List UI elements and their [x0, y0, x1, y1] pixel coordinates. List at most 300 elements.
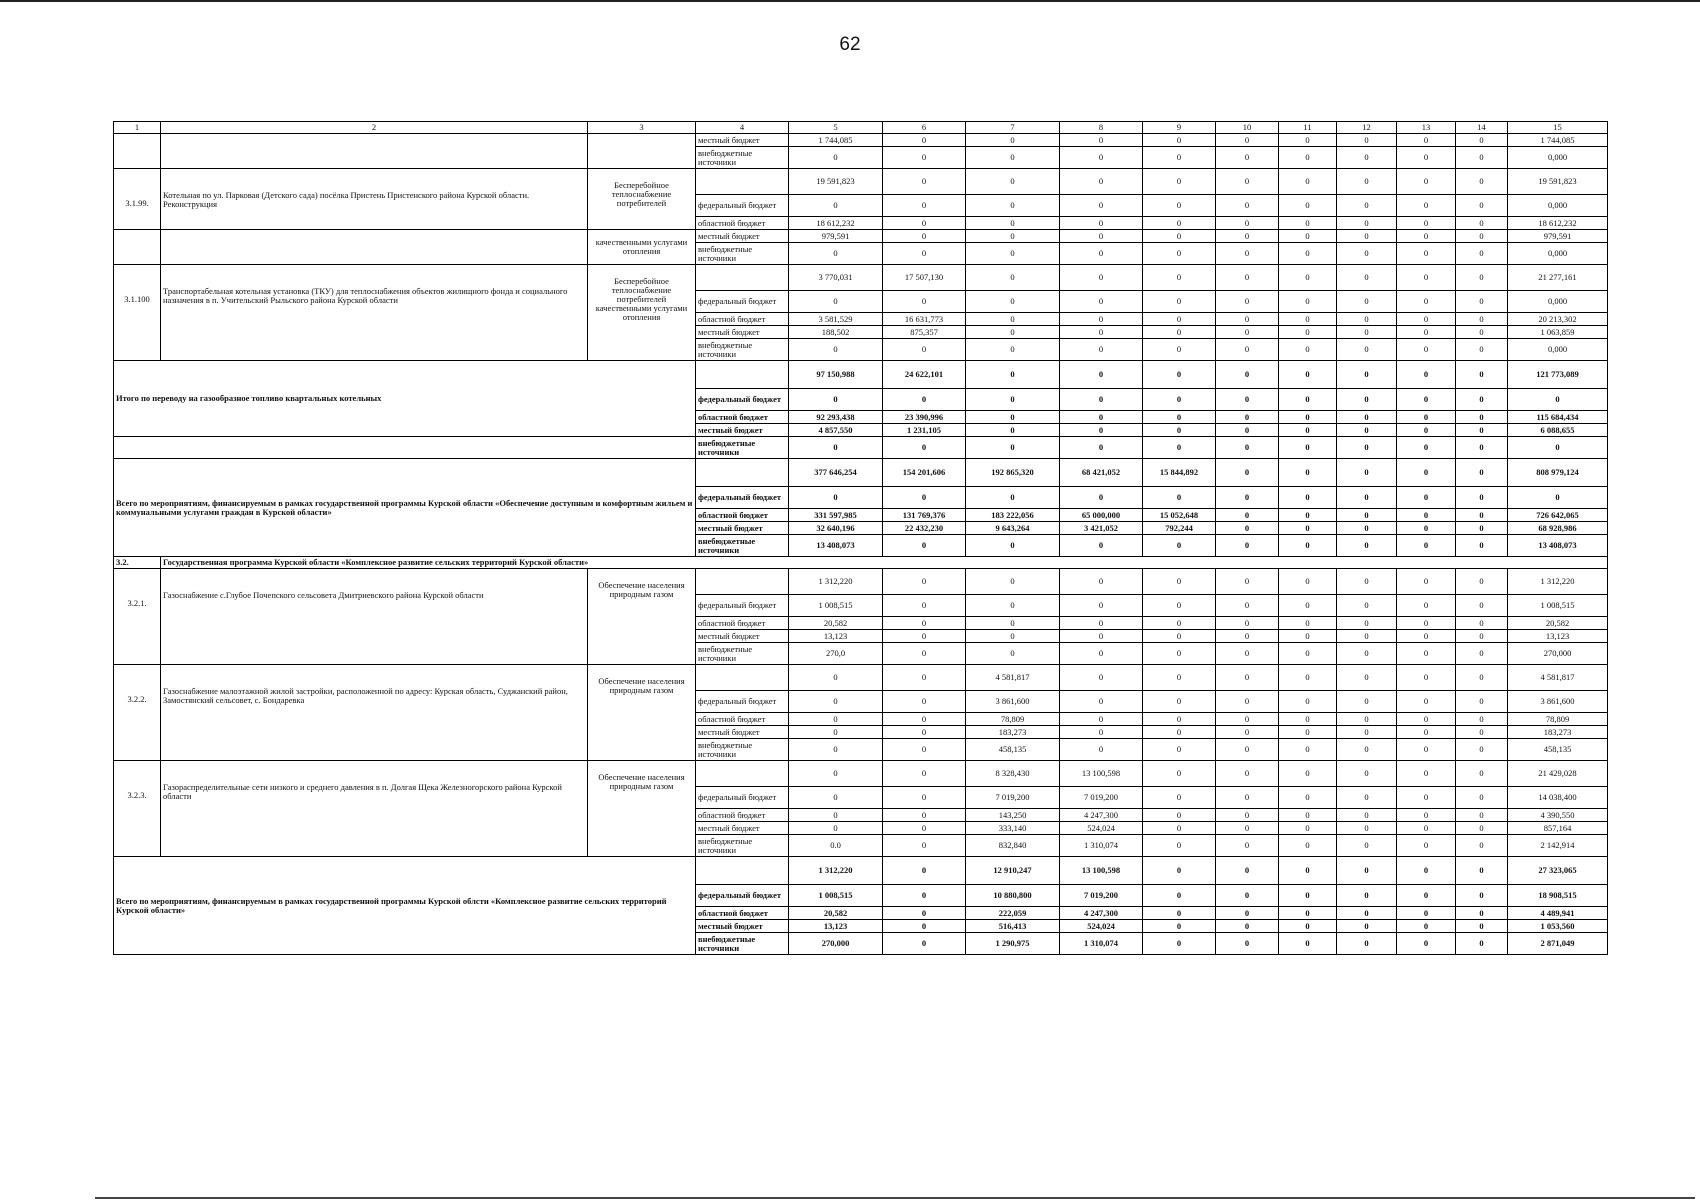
value-cell: 0: [1143, 437, 1216, 459]
value-cell: 0: [1143, 243, 1216, 265]
value-cell: 0: [1337, 522, 1397, 535]
value-cell: 10 880,800: [966, 885, 1060, 907]
value-cell: 0: [1216, 630, 1279, 643]
total-row: [114, 459, 1608, 487]
table-body: [114, 122, 1608, 955]
value-cell: 0: [1397, 134, 1456, 147]
item-name: Котельная по ул. Парковая (Детского сада) посёлка Пристень Пристенского района Курской области. Реконструкция: [161, 169, 588, 230]
value-cell: 0: [1216, 665, 1279, 691]
value-cell: 0: [1143, 809, 1216, 822]
value-cell: 0: [966, 134, 1060, 147]
value-cell: 1 008,515: [789, 595, 883, 617]
value-cell: 7 019,200: [1060, 885, 1143, 907]
budget-source-label: федеральный бюджет: [696, 291, 789, 313]
value-cell: 0: [1397, 389, 1456, 411]
value-cell: 0: [789, 291, 883, 313]
value-cell: 0: [1143, 424, 1216, 437]
value-cell: 0: [1143, 569, 1216, 595]
budget-source-label: областной бюджет: [696, 411, 789, 424]
bottom-border-line: [95, 1197, 1695, 1199]
table-row: [114, 569, 1608, 595]
value-cell: 0: [1337, 809, 1397, 822]
value-cell: 20,582: [789, 617, 883, 630]
value-cell: 1 310,074: [1060, 933, 1143, 955]
value-cell: 0: [1216, 569, 1279, 595]
value-cell: 0: [1397, 665, 1456, 691]
value-cell: 0: [1216, 595, 1279, 617]
value-cell: 0: [966, 361, 1060, 389]
value-cell: 4 390,550: [1508, 809, 1608, 822]
value-cell: 0: [1060, 291, 1143, 313]
value-cell: 377 646,254: [789, 459, 883, 487]
value-cell: 0: [1216, 933, 1279, 955]
value-cell: 22 432,230: [883, 522, 966, 535]
value-cell: 188,502: [789, 326, 883, 339]
value-cell: 0: [1279, 522, 1337, 535]
value-cell: 0: [1216, 713, 1279, 726]
value-cell: 0: [883, 835, 966, 857]
value-cell: 0: [789, 691, 883, 713]
table-row: [114, 265, 1608, 291]
value-cell: 979,591: [789, 230, 883, 243]
value-cell: 0: [1456, 761, 1508, 787]
item-code: 3.2.2.: [114, 665, 161, 761]
value-cell: 0: [966, 195, 1060, 217]
value-cell: 0: [1143, 339, 1216, 361]
value-cell: 0: [883, 134, 966, 147]
value-cell: 0,000: [1508, 243, 1608, 265]
value-cell: 0: [1216, 617, 1279, 630]
value-cell: 19 591,823: [1508, 169, 1608, 195]
column-number: 14: [1456, 122, 1508, 134]
value-cell: 0: [1456, 535, 1508, 557]
value-cell: 0: [1337, 595, 1397, 617]
value-cell: 0: [1397, 265, 1456, 291]
value-cell: 0: [1143, 787, 1216, 809]
value-cell: 0: [1337, 761, 1397, 787]
value-cell: 0,000: [1508, 195, 1608, 217]
value-cell: 0: [966, 617, 1060, 630]
value-cell: 0: [883, 535, 966, 557]
value-cell: 3 770,031: [789, 265, 883, 291]
value-cell: 0: [1456, 857, 1508, 885]
value-cell: 0: [1060, 147, 1143, 169]
value-cell: 0: [1279, 907, 1337, 920]
budget-source-label: [696, 361, 789, 389]
value-cell: 13 100,598: [1060, 761, 1143, 787]
value-cell: 0: [1279, 243, 1337, 265]
value-cell: 0: [1337, 739, 1397, 761]
value-cell: 0: [883, 885, 966, 907]
value-cell: 726 642,065: [1508, 509, 1608, 522]
value-cell: 0: [883, 195, 966, 217]
budget-source-label: [696, 265, 789, 291]
value-cell: 0: [1456, 437, 1508, 459]
value-cell: 0: [966, 424, 1060, 437]
value-cell: 0: [1508, 487, 1608, 509]
item-purpose: [588, 134, 696, 169]
value-cell: 0: [1216, 313, 1279, 326]
value-cell: 0: [1143, 933, 1216, 955]
value-cell: 0: [1216, 835, 1279, 857]
value-cell: 0: [1143, 535, 1216, 557]
value-cell: 0: [966, 643, 1060, 665]
value-cell: 0: [883, 933, 966, 955]
value-cell: 0: [1143, 195, 1216, 217]
value-cell: 0: [883, 630, 966, 643]
value-cell: 0: [1143, 630, 1216, 643]
value-cell: 19 591,823: [789, 169, 883, 195]
value-cell: 0: [1397, 217, 1456, 230]
value-cell: 1 290,975: [966, 933, 1060, 955]
budget-source-label: местный бюджет: [696, 920, 789, 933]
value-cell: 0: [789, 243, 883, 265]
value-cell: 0: [1337, 630, 1397, 643]
column-number-row: [114, 122, 1608, 134]
value-cell: 183 222,056: [966, 509, 1060, 522]
value-cell: 192 865,320: [966, 459, 1060, 487]
value-cell: 7 019,200: [966, 787, 1060, 809]
value-cell: 0: [1397, 569, 1456, 595]
value-cell: 0: [883, 907, 966, 920]
budget-source-label: внебюджетные источники: [696, 147, 789, 169]
value-cell: 0: [1060, 437, 1143, 459]
value-cell: 0: [883, 822, 966, 835]
value-cell: 0: [1456, 291, 1508, 313]
value-cell: 0: [1143, 691, 1216, 713]
value-cell: 0: [1337, 509, 1397, 522]
section-title: Государственная программа Курской области «Комплексное развитие сельских территорий Курской области»: [161, 557, 1608, 569]
value-cell: 0: [1397, 459, 1456, 487]
value-cell: 0: [1456, 569, 1508, 595]
value-cell: 0: [1279, 134, 1337, 147]
value-cell: 0: [1397, 920, 1456, 933]
value-cell: 0: [789, 809, 883, 822]
value-cell: 0: [1279, 569, 1337, 595]
value-cell: 0: [1397, 809, 1456, 822]
item-code: [114, 134, 161, 169]
budget-source-label: областной бюджет: [696, 907, 789, 920]
value-cell: 0: [1337, 643, 1397, 665]
value-cell: 0: [1216, 509, 1279, 522]
value-cell: 68 928,986: [1508, 522, 1608, 535]
value-cell: 0: [1456, 643, 1508, 665]
value-cell: 0: [1397, 243, 1456, 265]
value-cell: 0: [789, 437, 883, 459]
value-cell: 0: [883, 761, 966, 787]
value-cell: 0: [1279, 326, 1337, 339]
value-cell: 0: [1143, 885, 1216, 907]
value-cell: 0: [1397, 739, 1456, 761]
value-cell: 17 507,130: [883, 265, 966, 291]
value-cell: 0: [1337, 726, 1397, 739]
table-row: [114, 761, 1608, 787]
value-cell: 12 910,247: [966, 857, 1060, 885]
value-cell: 92 293,438: [789, 411, 883, 424]
budget-source-label: областной бюджет: [696, 809, 789, 822]
value-cell: 0: [1143, 230, 1216, 243]
value-cell: 16 631,773: [883, 313, 966, 326]
value-cell: 32 640,196: [789, 522, 883, 535]
value-cell: 68 421,052: [1060, 459, 1143, 487]
value-cell: 792,244: [1143, 522, 1216, 535]
value-cell: 0: [1143, 147, 1216, 169]
value-cell: 0: [1279, 857, 1337, 885]
value-cell: 0: [1279, 147, 1337, 169]
value-cell: 0: [1337, 313, 1397, 326]
value-cell: 222,059: [966, 907, 1060, 920]
value-cell: 0: [883, 487, 966, 509]
value-cell: 458,135: [966, 739, 1060, 761]
total-title: Итого по переводу на газообразное топливо квартальных котельных: [114, 361, 696, 437]
item-code: 3.2.3.: [114, 761, 161, 857]
value-cell: 0: [1279, 691, 1337, 713]
value-cell: 0: [789, 339, 883, 361]
value-cell: 0: [883, 230, 966, 243]
value-cell: 0: [1456, 933, 1508, 955]
value-cell: 0: [1337, 217, 1397, 230]
value-cell: 0: [1216, 691, 1279, 713]
value-cell: 0: [1337, 459, 1397, 487]
value-cell: 0: [1216, 326, 1279, 339]
value-cell: 0: [1279, 809, 1337, 822]
value-cell: 270,0: [789, 643, 883, 665]
item-name: [161, 230, 588, 265]
value-cell: 18 612,232: [789, 217, 883, 230]
total-row: [114, 361, 1608, 389]
value-cell: 0: [1397, 326, 1456, 339]
value-cell: 0: [883, 665, 966, 691]
value-cell: 857,164: [1508, 822, 1608, 835]
value-cell: 0: [1279, 291, 1337, 313]
value-cell: 1 744,085: [789, 134, 883, 147]
value-cell: 331 597,985: [789, 509, 883, 522]
value-cell: 0: [966, 147, 1060, 169]
budget-source-label: федеральный бюджет: [696, 195, 789, 217]
item-code: 3.1.99.: [114, 169, 161, 230]
value-cell: 0: [1397, 630, 1456, 643]
value-cell: 0: [1279, 822, 1337, 835]
value-cell: 0: [1337, 437, 1397, 459]
value-cell: 0: [1216, 487, 1279, 509]
value-cell: 0: [1216, 857, 1279, 885]
column-number: 2: [161, 122, 588, 134]
item-purpose: Обеспечение населения природным газом: [588, 569, 696, 665]
value-cell: 0: [1337, 147, 1397, 169]
value-cell: 121 773,089: [1508, 361, 1608, 389]
section-code: 3.2.: [114, 557, 161, 569]
value-cell: 0: [1216, 739, 1279, 761]
budget-source-label: [696, 459, 789, 487]
value-cell: 0: [1279, 665, 1337, 691]
budget-source-label: федеральный бюджет: [696, 787, 789, 809]
value-cell: 4 857,550: [789, 424, 883, 437]
value-cell: 0: [1060, 691, 1143, 713]
value-cell: 0: [1216, 411, 1279, 424]
value-cell: 0: [1279, 424, 1337, 437]
table-row: [114, 134, 1608, 147]
value-cell: 0,000: [1508, 291, 1608, 313]
budget-source-label: местный бюджет: [696, 326, 789, 339]
value-cell: 0: [1060, 535, 1143, 557]
value-cell: 20 213,302: [1508, 313, 1608, 326]
value-cell: 3 861,600: [966, 691, 1060, 713]
value-cell: 0: [1337, 411, 1397, 424]
value-cell: 2 871,049: [1508, 933, 1608, 955]
value-cell: 1 053,560: [1508, 920, 1608, 933]
value-cell: 0: [1337, 835, 1397, 857]
value-cell: 18 612,232: [1508, 217, 1608, 230]
value-cell: 0: [1216, 217, 1279, 230]
value-cell: 0: [1216, 761, 1279, 787]
value-cell: 0: [883, 389, 966, 411]
budget-source-label: внебюджетные источники: [696, 835, 789, 857]
value-cell: 1 744,085: [1508, 134, 1608, 147]
value-cell: 0: [1279, 761, 1337, 787]
value-cell: 0: [966, 243, 1060, 265]
value-cell: 0: [1456, 326, 1508, 339]
value-cell: 0: [966, 217, 1060, 230]
value-cell: 0: [966, 326, 1060, 339]
value-cell: 0: [1337, 424, 1397, 437]
value-cell: 0: [1060, 487, 1143, 509]
budget-source-label: областной бюджет: [696, 217, 789, 230]
value-cell: 0: [1456, 230, 1508, 243]
value-cell: 0: [1216, 169, 1279, 195]
value-cell: 0: [883, 217, 966, 230]
value-cell: 0: [1143, 643, 1216, 665]
value-cell: 0: [1216, 147, 1279, 169]
value-cell: 0: [1060, 265, 1143, 291]
value-cell: 20,582: [1508, 617, 1608, 630]
value-cell: 0: [1216, 134, 1279, 147]
value-cell: 0: [1060, 389, 1143, 411]
value-cell: 0: [883, 147, 966, 169]
value-cell: 0: [1456, 822, 1508, 835]
item-name: Газораспределительные сети низкого и среднего давления в п. Долгая Щека Железногорского района Курской области: [161, 761, 588, 857]
value-cell: 0: [1337, 361, 1397, 389]
value-cell: 0: [1279, 617, 1337, 630]
value-cell: 0: [1279, 933, 1337, 955]
value-cell: 0: [1279, 835, 1337, 857]
value-cell: 0: [1060, 217, 1143, 230]
item-purpose: Бесперебойное теплоснабжение потребителей: [588, 169, 696, 230]
value-cell: 0: [1060, 643, 1143, 665]
value-cell: 0: [1337, 487, 1397, 509]
value-cell: 0: [1456, 509, 1508, 522]
value-cell: 0: [1397, 424, 1456, 437]
budget-source-label: внебюджетные источники: [696, 437, 789, 459]
value-cell: 9 643,264: [966, 522, 1060, 535]
value-cell: 0: [1508, 389, 1608, 411]
value-cell: 0: [883, 243, 966, 265]
budget-source-label: областной бюджет: [696, 713, 789, 726]
value-cell: 0: [1397, 907, 1456, 920]
value-cell: 0: [883, 726, 966, 739]
value-cell: 0: [1337, 885, 1397, 907]
budget-source-label: внебюджетные источники: [696, 739, 789, 761]
value-cell: 0: [789, 487, 883, 509]
value-cell: 2 142,914: [1508, 835, 1608, 857]
value-cell: 0: [966, 389, 1060, 411]
item-name: Транспортабельная котельная установка (ТКУ) для теплоснабжения объектов жилищного фонда и социального назначения в п. Учительский Рыльского района Курской области: [161, 265, 588, 361]
table-row: [114, 230, 1608, 243]
budget-source-label: федеральный бюджет: [696, 595, 789, 617]
value-cell: 0: [966, 487, 1060, 509]
value-cell: 0: [883, 437, 966, 459]
column-number: 3: [588, 122, 696, 134]
value-cell: 270,000: [1508, 643, 1608, 665]
value-cell: 0: [1397, 411, 1456, 424]
value-cell: 0: [1397, 787, 1456, 809]
value-cell: 0: [1279, 411, 1337, 424]
value-cell: 0: [883, 569, 966, 595]
budget-table: [113, 121, 1608, 955]
value-cell: 0: [1397, 230, 1456, 243]
value-cell: 0: [1060, 739, 1143, 761]
budget-source-label: [696, 569, 789, 595]
value-cell: 0: [966, 230, 1060, 243]
item-code: 3.2.1.: [114, 569, 161, 665]
value-cell: 0: [1337, 569, 1397, 595]
value-cell: 0: [789, 147, 883, 169]
budget-source-label: местный бюджет: [696, 424, 789, 437]
value-cell: 4 247,300: [1060, 809, 1143, 822]
value-cell: 0: [1216, 361, 1279, 389]
column-number: 10: [1216, 122, 1279, 134]
value-cell: 0: [1060, 361, 1143, 389]
item-purpose: Бесперебойное теплоснабжение потребителей качественными услугами отопления: [588, 265, 696, 361]
value-cell: 0: [1397, 933, 1456, 955]
value-cell: 0: [1279, 487, 1337, 509]
value-cell: 0: [1143, 595, 1216, 617]
value-cell: 0: [1456, 134, 1508, 147]
value-cell: 0: [883, 169, 966, 195]
column-number: 13: [1397, 122, 1456, 134]
value-cell: 0: [1397, 313, 1456, 326]
value-cell: 0: [1216, 339, 1279, 361]
value-cell: 15 052,648: [1143, 509, 1216, 522]
budget-source-label: [696, 857, 789, 885]
value-cell: 13 100,598: [1060, 857, 1143, 885]
value-cell: 6 088,655: [1508, 424, 1608, 437]
value-cell: 0: [1456, 885, 1508, 907]
budget-source-label: областной бюджет: [696, 509, 789, 522]
value-cell: 0: [1397, 691, 1456, 713]
value-cell: 18 908,515: [1508, 885, 1608, 907]
value-cell: 0: [789, 726, 883, 739]
column-number: 6: [883, 122, 966, 134]
value-cell: 0: [1337, 691, 1397, 713]
value-cell: 1 231,105: [883, 424, 966, 437]
value-cell: 3 421,052: [1060, 522, 1143, 535]
value-cell: 0: [883, 291, 966, 313]
value-cell: 0: [1279, 509, 1337, 522]
value-cell: 0: [966, 291, 1060, 313]
value-cell: 27 323,065: [1508, 857, 1608, 885]
value-cell: 0: [1143, 822, 1216, 835]
value-cell: 0: [1216, 195, 1279, 217]
value-cell: 0: [1279, 713, 1337, 726]
value-cell: 3 581,529: [789, 313, 883, 326]
budget-source-label: областной бюджет: [696, 617, 789, 630]
value-cell: 0: [1397, 761, 1456, 787]
value-cell: 1 312,220: [789, 569, 883, 595]
value-cell: 0: [1279, 217, 1337, 230]
value-cell: 3 861,600: [1508, 691, 1608, 713]
value-cell: 0: [966, 339, 1060, 361]
value-cell: 0: [1397, 147, 1456, 169]
